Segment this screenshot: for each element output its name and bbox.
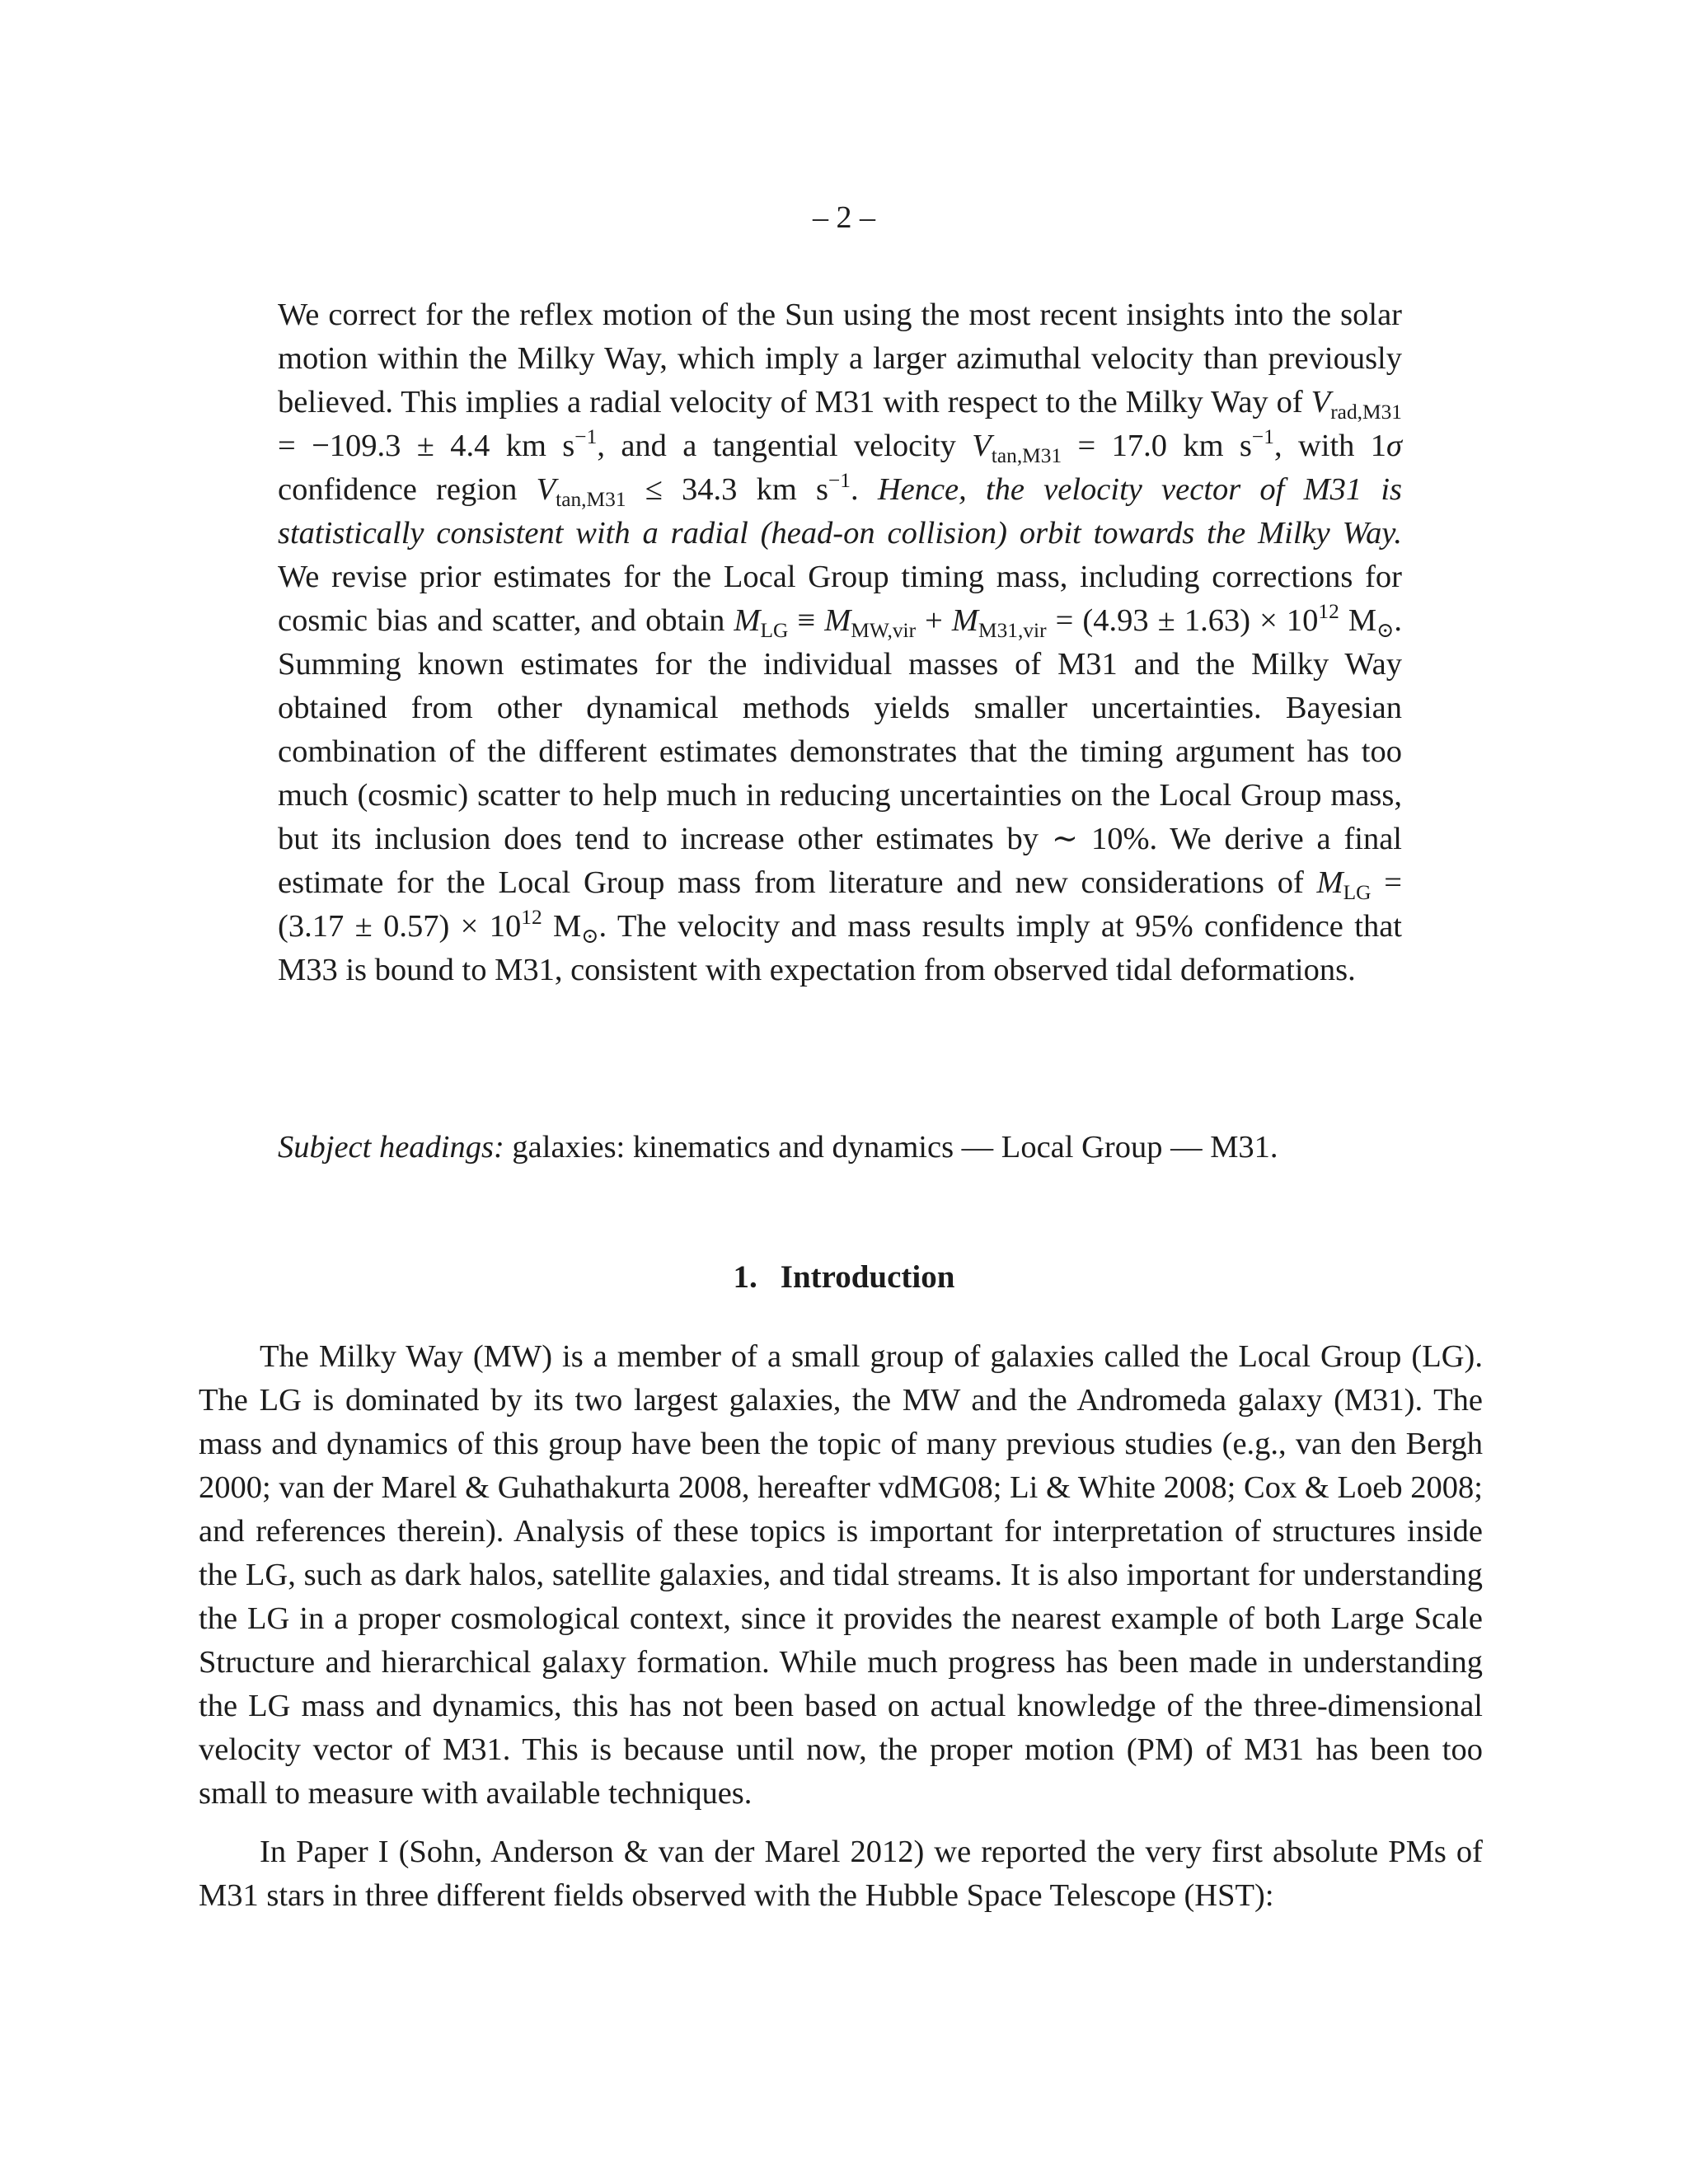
section-number: 1. — [733, 1259, 757, 1295]
body-paragraph-1: The Milky Way (MW) is a member of a small group of galaxies called the Local Group (LG). The LG is dominated by its two largest galaxies, the MW and the Andromeda galaxy (M31). The mass and dynamics of this group have been the topic of many previous studies (e.g., van den Bergh 2000; van der Marel & Guhathakurta 2008, hereafter vdMG08; Li & White 2008; Cox & Loeb 2008; and references therein). Analysis of these topics is important for interpretation of structures inside the LG, such as dark halos, satellite galaxies, and tidal streams. It is also important for understanding the LG in a proper cosmological context, since it provides the nearest example of both Large Scale Structure and hierarchical galaxy formation. While much progress has been made in understanding the LG mass and dynamics, this has not been based on actual knowledge of the three-dimensional velocity vector of M31. This is because until now, the proper motion (PM) of M31 has been too small to measure with available techniques. — [199, 1339, 1483, 1811]
subject-headings-label: Subject headings: — [278, 1130, 504, 1165]
body-paragraph-2: In Paper I (Sohn, Anderson & van der Marel 2012) we reported the very first absolute PMs of M31 stars in three different fields observed with the Hubble Space Telescope (HST): — [199, 1835, 1483, 1913]
abstract — [278, 293, 1402, 992]
page-number: – 2 – — [813, 200, 875, 235]
subject-headings — [278, 1126, 1402, 1169]
section-title: Introduction — [780, 1259, 955, 1295]
body-text — [199, 1335, 1483, 1933]
subject-headings-text: galaxies: kinematics and dynamics — Local Group — M31. — [504, 1130, 1278, 1165]
section-heading — [0, 1256, 1688, 1299]
abstract-paragraph: We correct for the reflex motion of the Sun using the most recent insights into the solar motion within the Milky Way, which imply a larger azimuthal velocity than previously believed. This implies a radial velocity of M31 with respect to the Milky Way of $V_{rad,M31} = -109.3 \pm 4.4$ km $s^{-1}$, and a tangential velocity $V_{tan,M31} = 17.0$ km $s^{-1}$, with 1σ confidence region $V_{tan,M31} \le 34.3$ km $s^{-1}$. Hence, the velocity vector of M31 is statistically consistent with a radial (head-on collision) orbit towards the Milky Way. We revise prior estimates for the Local Group timing mass, including corrections for cosmic bias and scatter, and obtain $M_{LG} \equiv M_{MW,vir} + M_{M31,vir} = (4.93 \pm 1.63) \times 10^{12}$ $M_⊙$. Summing known estimates for the individual masses of M31 and the Milky Way obtained from other dynamical methods yields smaller uncertainties. Bayesian combination of the different estimates demonstrates that the timing argument has too much (cosmic) scatter to help much in reducing uncertainties on the Local Group mass, but its inclusion does tend to increase other estimates by ∼ 10%. We derive a final estimate for the Local Group mass from literature and new considerations of $M_{LG} = (3.17 \pm 0.57) \times 10^{12}$ $M_⊙$. The velocity and mass results imply at 95% confidence that M33 is bound to M31, consistent with expectation from observed tidal deformations. — [278, 298, 1403, 987]
abstract-italic-conclusion: Hence, the velocity vector of M31 is statistically consistent with a radial (head-on collision) orbit towards the Milky Way. — [278, 472, 1403, 551]
